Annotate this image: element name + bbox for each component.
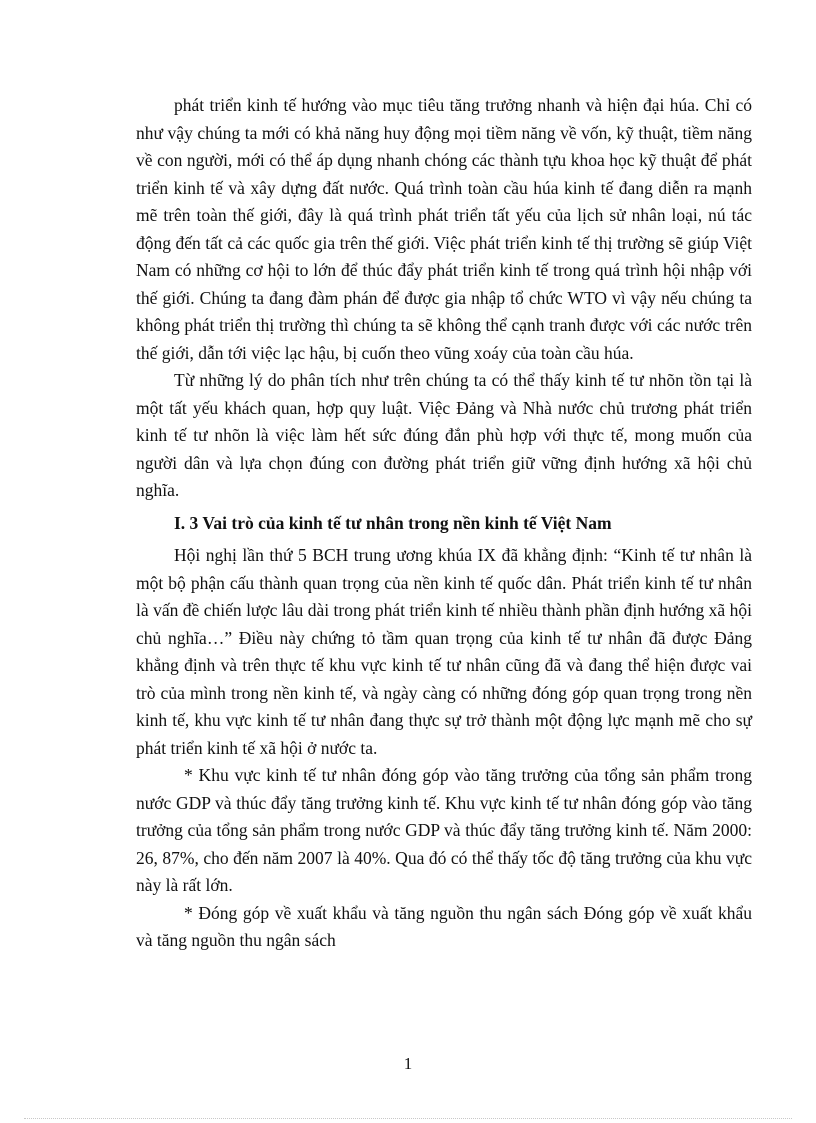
paragraph-conclusion: Từ những lý do phân tích như trên chúng ta có thể thấy kinh tế tư nhõn tồn tại là một tất yếu khách quan, hợp quy luật. Việc Đảng và Nhà nước chủ trương phát triển kinh tế tư nhõn là việc làm hết sức đúng đắn phù hợp với thực tế, mong muốn của người dân và lựa chọn đúng con đường phát triển giữ vững định hướng xã hội chủ nghĩa. — [136, 370, 752, 500]
page-number: 1 — [403, 1054, 413, 1073]
paragraph-intro: phát triển kinh tế hướng vào mục tiêu tăng trưởng nhanh và hiện đại húa. Chỉ có như vậy chúng ta mới có khả năng huy động mọi tiềm năng về vốn, kỹ thuật, tiềm năng về con người, mới có thể áp dụng nhanh chóng các thành tựu khoa học kỹ thuật để phát triển kinh tế và xây dựng đất nước. Quá trình toàn cầu húa kinh tế đang diễn ra mạnh mẽ trên toàn thế giới, đây là quá trình phát triển tất yếu của lịch sử nhân loại, nú tác động đến tất cả các quốc gia trên thế giới. Việc phát triển kinh tế thị trường sẽ giúp Việt Nam có những cơ hội to lớn để thúc đẩy phát triển kinh tế trong quá trình hội nhập với thế giới. Chúng ta đang đàm phán để được gia nhập tổ chức WTO vì vậy nếu chúng ta không phát triển thị trường thì chúng ta sẽ không thể cạnh tranh được với các nước trên thế giới, dẫn tới việc lạc hậu, bị cuốn theo vũng xoáy của toàn cầu húa. — [136, 95, 752, 363]
document-body — [136, 92, 752, 955]
bullet-export-contribution: * Đóng góp về xuất khẩu và tăng nguồn thu ngân sách Đóng góp về xuất khẩu và tăng nguồn thu ngân sách — [136, 902, 752, 950]
section-heading: I. 3 Vai trò của kinh tế tư nhân trong nền kinh tế Việt Nam — [174, 512, 612, 533]
page-bottom-divider — [24, 1118, 792, 1119]
paragraph-role: Hội nghị lần thứ 5 BCH trung ương khúa IX đã khẳng định: “Kinh tế tư nhân là một bộ phận cấu thành quan trọng của nền kinh tế quốc dân. Phát triển kinh tế tư nhân là vấn đề chiến lược lâu dài trong phát triển kinh tế nhiều thành phần định hướng xã hội chủ nghĩa…” Điều này chứng tỏ tầm quan trọng của kinh tế tư nhân đã được Đảng khẳng định và trên thực tế khu vực kinh tế tư nhân cũng đã và đang thể hiện được vai trò của mình trong nền kinh tế, và ngày càng có những đóng góp quan trọng trong nền kinh tế, khu vực kinh tế tư nhân đang thực sự trở thành một động lực mạnh mẽ cho sự phát triển kinh tế xã hội ở nước ta. — [136, 545, 752, 758]
bullet-gdp-contribution: * Khu vực kinh tế tư nhân đóng góp vào tăng trưởng của tổng sản phẩm trong nước GDP và thúc đẩy tăng trưởng kinh tế. Khu vực kinh tế tư nhân đóng góp vào tăng trưởng của tổng sản phẩm trong nước GDP và thúc đẩy tăng trưởng kinh tế. Năm 2000: 26, 87%, cho đến năm 2007 là 40%. Qua đó có thể thấy tốc độ tăng trưởng của khu vực này là rất lớn. — [136, 765, 752, 895]
